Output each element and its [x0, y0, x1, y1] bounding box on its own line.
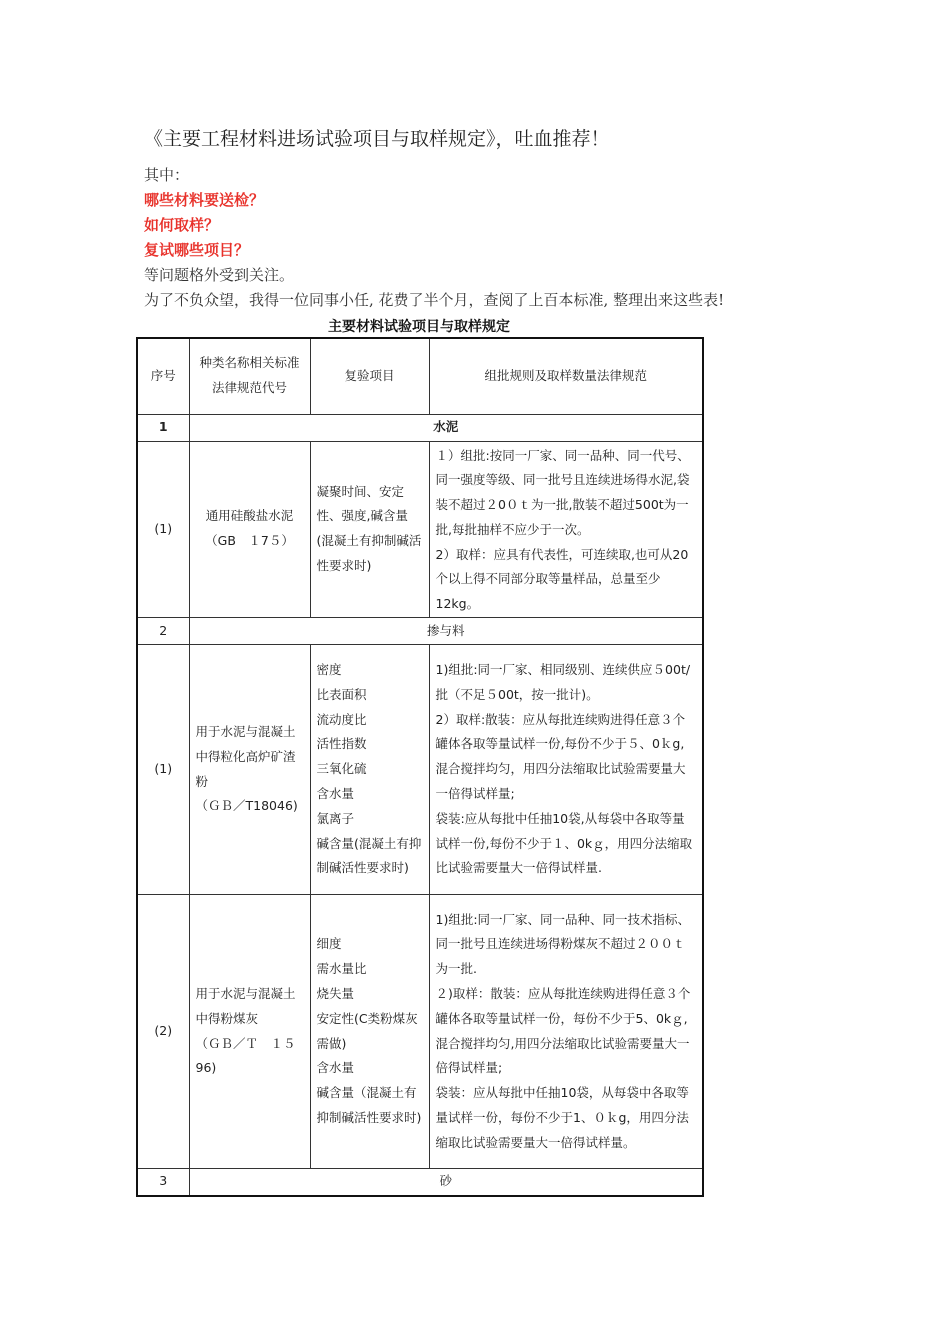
section-name: 砂: [189, 1169, 703, 1196]
materials-table: [136, 337, 704, 1197]
row-items: 密度 比表面积 流动度比 活性指数 三氧化硫 含水量 氯离子 碱含量(混凝土有抑制碱活性要求时): [310, 645, 429, 895]
table-row: [137, 645, 703, 895]
header-seq: 序号: [137, 338, 189, 414]
section-name: 水泥: [189, 414, 703, 441]
section-row: [137, 618, 703, 645]
row-rules: 1)组批:同一厂家、相同级别、连续供应５00t/批（不足５00t，按一批计)。 2）取样:散装：应从每批连续购进得任意３个罐体各取等量试样一份,每份不少于５、0ｋg,混合搅拌均匀，用四分法缩取比试验需要量大一倍得试样量; 袋装:应从每批中任抽10袋,从每袋中各取等量试样一份,每份不少于１、0kｇ，用四分法缩取比试验需要量大一倍得试样量.: [429, 645, 703, 895]
intro-text: [144, 163, 844, 313]
row-seq: (2): [137, 895, 189, 1169]
table-row: [137, 441, 703, 618]
intro-line: 为了不负众望，我得一位同事小任, 花费了半个月，查阅了上百本标准, 整理出来这些表!: [144, 291, 725, 309]
section-seq: 3: [137, 1169, 189, 1196]
header-name: 种类名称相关标准法律规范代号: [189, 338, 310, 414]
row-seq: (1): [137, 441, 189, 618]
header-rules: 组批规则及取样数量法律规范: [429, 338, 703, 414]
question-retest-items: 复试哪些项目？: [144, 241, 250, 259]
row-name: 用于水泥与混凝土中得粉煤灰 （ＧＢ／Ｔ １５96): [189, 895, 310, 1169]
section-name: 掺与料: [189, 618, 703, 645]
row-rules: 1)组批:同一厂家、同一品种、同一技术指标、同一批号且连续进场得粉煤灰不超过２００ｔ为一批. ２)取样：散装：应从每批连续购进得任意３个罐体各取等量试样一份，每份不少于5、0kｇ,混合搅拌均匀,用四分法缩取比试验需要量大一倍得试样量; 袋装：应从每批中任抽10袋，从每袋中各取等量试样一份，每份不少于1、０ｋg，用四分法缩取比试验需要量大一倍得试样量。: [429, 895, 703, 1169]
intro-line: 等问题格外受到关注。: [144, 266, 295, 284]
section-row: [137, 414, 703, 441]
row-name: 通用硅酸盐水泥 （GB １7５）: [189, 441, 310, 618]
section-row: [137, 1169, 703, 1196]
header-items: 复验项目: [310, 338, 429, 414]
row-name: 用于水泥与混凝土中得粒化高炉矿渣粉 （ＧＢ／T18046): [189, 645, 310, 895]
section-seq: 1: [137, 414, 189, 441]
intro-line: 其中：: [144, 166, 190, 184]
row-items: 凝聚时间、安定性、强度,碱含量(混凝土有抑制碱活性要求时): [310, 441, 429, 618]
row-items: 细度 需水量比 烧失量 安定性(C类粉煤灰需做) 含水量 碱含量（混凝土有抑制碱活性要求时): [310, 895, 429, 1169]
question-how-sample: 如何取样？: [144, 216, 220, 234]
table-row: [137, 895, 703, 1169]
question-send-inspection: 哪些材料要送检？: [144, 191, 265, 209]
table-caption: 主要材料试验项目与取样规定: [328, 319, 510, 335]
row-rules: １）组批:按同一厂家、同一品种、同一代号、同一强度等级、同一批号且连续进场得水泥,袋装不超过２0０ｔ为一批,散装不超过500t为一批,每批抽样不应少于一次。 2）取样：应具有代表性，可连续取,也可从20个以上得不同部分取等量样品，总量至少12kg。: [429, 441, 703, 618]
section-seq: 2: [137, 618, 189, 645]
table-header-row: [137, 338, 703, 414]
page-title: 《主要工程材料进场试验项目与取样规定》，吐血推荐！: [144, 128, 610, 150]
row-seq: (1): [137, 645, 189, 895]
